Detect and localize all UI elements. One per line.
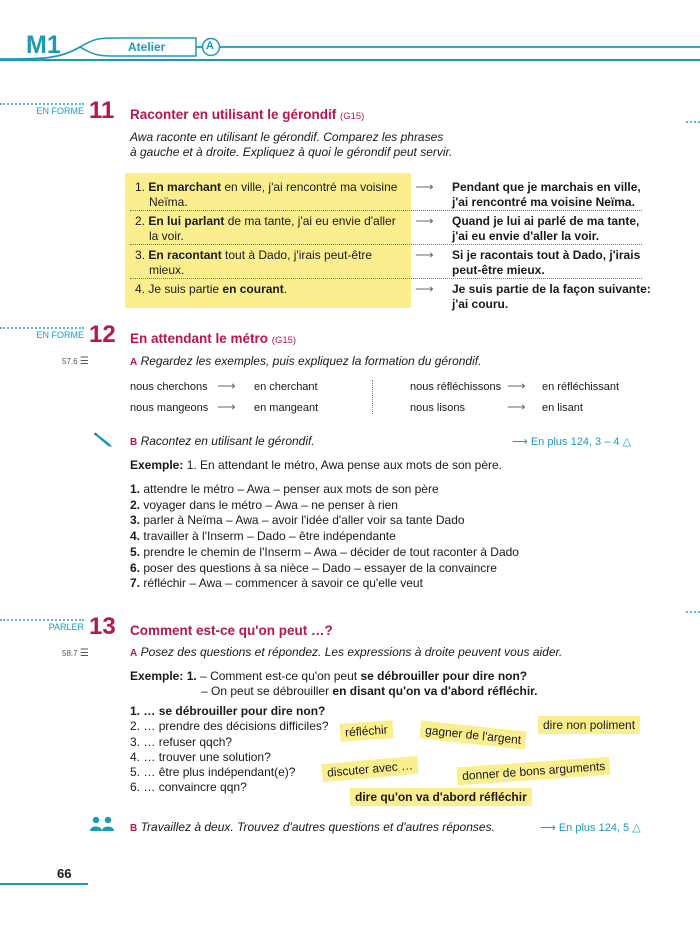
table-cell: en cherchant bbox=[254, 381, 318, 393]
footer-rule bbox=[0, 883, 88, 885]
list-item: 5. … être plus indépendant(e)? bbox=[130, 765, 296, 780]
section-12-list bbox=[130, 482, 630, 592]
expression-tag: donner de bons arguments bbox=[457, 757, 611, 786]
list-item: 4. travailler à l'Inserm – Dado – être indépendante bbox=[130, 529, 396, 544]
section-13-label: PARLER bbox=[48, 622, 84, 632]
audio-icon: ☰ bbox=[79, 648, 89, 659]
arrow-right-icon: ⟶ bbox=[540, 822, 556, 834]
section-13-title: Comment est-ce qu'on peut …? bbox=[130, 623, 333, 638]
arrow-icon: ⟶ bbox=[415, 247, 434, 262]
section-12-label: EN FORME bbox=[36, 330, 84, 340]
section-12-example: Exemple: 1. En attendant le métro, Awa pense aux mots de son père. bbox=[130, 458, 503, 472]
table-row: 1. En marchant en ville, j'ai rencontré ma voisine Neïma. ⟶ Pendant que je marchais en ville, j'ai rencontré ma voisine Neïma. bbox=[130, 178, 642, 211]
grammar-ref: (G15) bbox=[271, 335, 297, 346]
side-reference: 57.6 ☰ bbox=[62, 356, 89, 367]
table-cell: en lisant bbox=[542, 402, 583, 414]
expression-tag: réfléchir bbox=[339, 720, 393, 742]
list-item: 5. prendre le chemin de l'Inserm – Awa – décider de tout raconter à Dado bbox=[130, 544, 519, 559]
table-cell: nous réfléchissons bbox=[410, 381, 502, 393]
table-cell: en réfléchissant bbox=[542, 381, 620, 393]
arrow-icon: ⟶ bbox=[415, 213, 434, 228]
en-plus-link[interactable]: ⟶ En plus 124, 3 – 4 △ bbox=[512, 436, 632, 448]
section-12-title: En attendant le métro (G15) bbox=[130, 331, 297, 346]
section-13-example: Exemple: 1. – Comment est-ce qu'on peut se débrouiller pour dire non? – On peut se débrouiller en disant qu'on va d'abord réfléchir. bbox=[130, 669, 538, 698]
table-row: 3. En racontant tout à Dado, j'irais peut-être mieux. ⟶ Si je racontais tout à Dado, j'irais peut-être mieux. bbox=[130, 246, 642, 279]
section-13-a-instruction: A Posez des questions et répondez. Les expressions à droite peuvent vous aider. bbox=[130, 645, 563, 659]
table-cell: en mangeant bbox=[254, 402, 319, 414]
list-item: 2. voyager dans le métro – Awa – ne penser à rien bbox=[130, 497, 398, 512]
arrow-icon: ⟶ bbox=[217, 399, 236, 414]
section-12-a-instruction: A Regardez les exemples, puis expliquez la formation du gérondif. bbox=[130, 354, 482, 368]
table-row: 2. En lui parlant de ma tante, j'ai eu envie d'aller la voir. ⟶ Quand je lui ai parlé de ma tante, j'ai eu envie d'aller la voir. bbox=[130, 212, 642, 245]
module-label: M1 bbox=[26, 31, 61, 59]
section-11-label: EN FORME bbox=[36, 106, 84, 116]
table-cell: nous mangeons bbox=[130, 402, 209, 414]
expression-tag: discuter avec … bbox=[321, 756, 418, 782]
arrow-icon: ⟶ bbox=[415, 281, 434, 296]
triangle-icon: △ bbox=[632, 822, 641, 834]
en-plus-link[interactable]: ⟶ En plus 124, 5 △ bbox=[540, 822, 641, 834]
expression-tag: gagner de l'argent bbox=[419, 720, 527, 749]
header-bottom-rule bbox=[0, 59, 700, 61]
list-item: 1. … se débrouiller pour dire non? bbox=[130, 704, 326, 718]
section-12-number: 12 bbox=[89, 321, 116, 348]
grammar-ref: (G15) bbox=[340, 111, 365, 122]
header-bar bbox=[0, 0, 700, 70]
section-12-dotted-rule bbox=[0, 327, 84, 329]
arrow-right-icon: ⟶ bbox=[512, 436, 528, 448]
list-item: 1. attendre le métro – Awa – penser aux mots de son père bbox=[130, 482, 439, 496]
list-item: 2. … prendre des décisions difficiles? bbox=[130, 719, 329, 734]
section-11-dotted-rule-right bbox=[686, 121, 700, 123]
list-item: 6. … convaincre qqn? bbox=[130, 780, 247, 795]
table-row: 4. Je suis partie en courant. ⟶ Je suis partie de la façon suivante: j'ai couru. bbox=[135, 281, 651, 311]
list-item: 3. parler à Neïma – Awa – avoir l'idée d'aller voir sa tante Dado bbox=[130, 513, 465, 528]
section-13-b-instruction: B Travaillez à deux. Trouvez d'autres questions et d'autres réponses. bbox=[130, 820, 495, 834]
atelier-label: Atelier bbox=[128, 40, 166, 54]
section-11-number: 11 bbox=[89, 97, 115, 124]
section-11-intro: Awa raconte en utilisant le gérondif. Comparez les phrases à gauche et à droite. Expliquez à quoi le gérondif peut servir. bbox=[130, 130, 453, 159]
list-item: 3. … refuser qqch? bbox=[130, 734, 233, 749]
page-number: 66 bbox=[57, 866, 72, 881]
gerund-table bbox=[130, 378, 650, 418]
section-12-b-instruction: B Racontez en utilisant le gérondif. bbox=[130, 434, 315, 448]
table-cell: nous cherchons bbox=[130, 381, 208, 393]
atelier-badge: A bbox=[206, 40, 214, 52]
pair-work-icon bbox=[88, 815, 116, 833]
section-13-list bbox=[130, 704, 360, 796]
table-cell: nous lisons bbox=[410, 402, 466, 414]
section-13-dotted-rule-right bbox=[686, 611, 700, 613]
side-reference: 58.7 ☰ bbox=[62, 648, 89, 659]
arrow-icon: ⟶ bbox=[217, 378, 236, 393]
expression-tag: dire non poliment bbox=[538, 716, 640, 734]
section-11-title: Raconter en utilisant le gérondif (G15) bbox=[130, 107, 365, 122]
arrow-icon: ⟶ bbox=[507, 378, 526, 393]
list-item: 7. réfléchir – Awa – commencer à savoir ce qu'elle veut bbox=[130, 576, 423, 591]
section-13-number: 13 bbox=[89, 613, 116, 640]
arrow-icon: ⟶ bbox=[415, 179, 434, 194]
list-item: 6. poser des questions à sa nièce – Dado – essayer de la convaincre bbox=[130, 560, 497, 575]
triangle-icon: △ bbox=[622, 436, 632, 448]
section-11-dotted-rule bbox=[0, 103, 84, 105]
table-divider bbox=[372, 380, 373, 414]
pencil-icon bbox=[93, 430, 115, 448]
arrow-icon: ⟶ bbox=[507, 399, 526, 414]
section-13-dotted-rule bbox=[0, 619, 84, 621]
list-item: 4. … trouver une solution? bbox=[130, 749, 271, 764]
expression-tag: dire qu'on va d'abord réfléchir bbox=[350, 788, 532, 806]
audio-icon: ☰ bbox=[79, 356, 89, 367]
